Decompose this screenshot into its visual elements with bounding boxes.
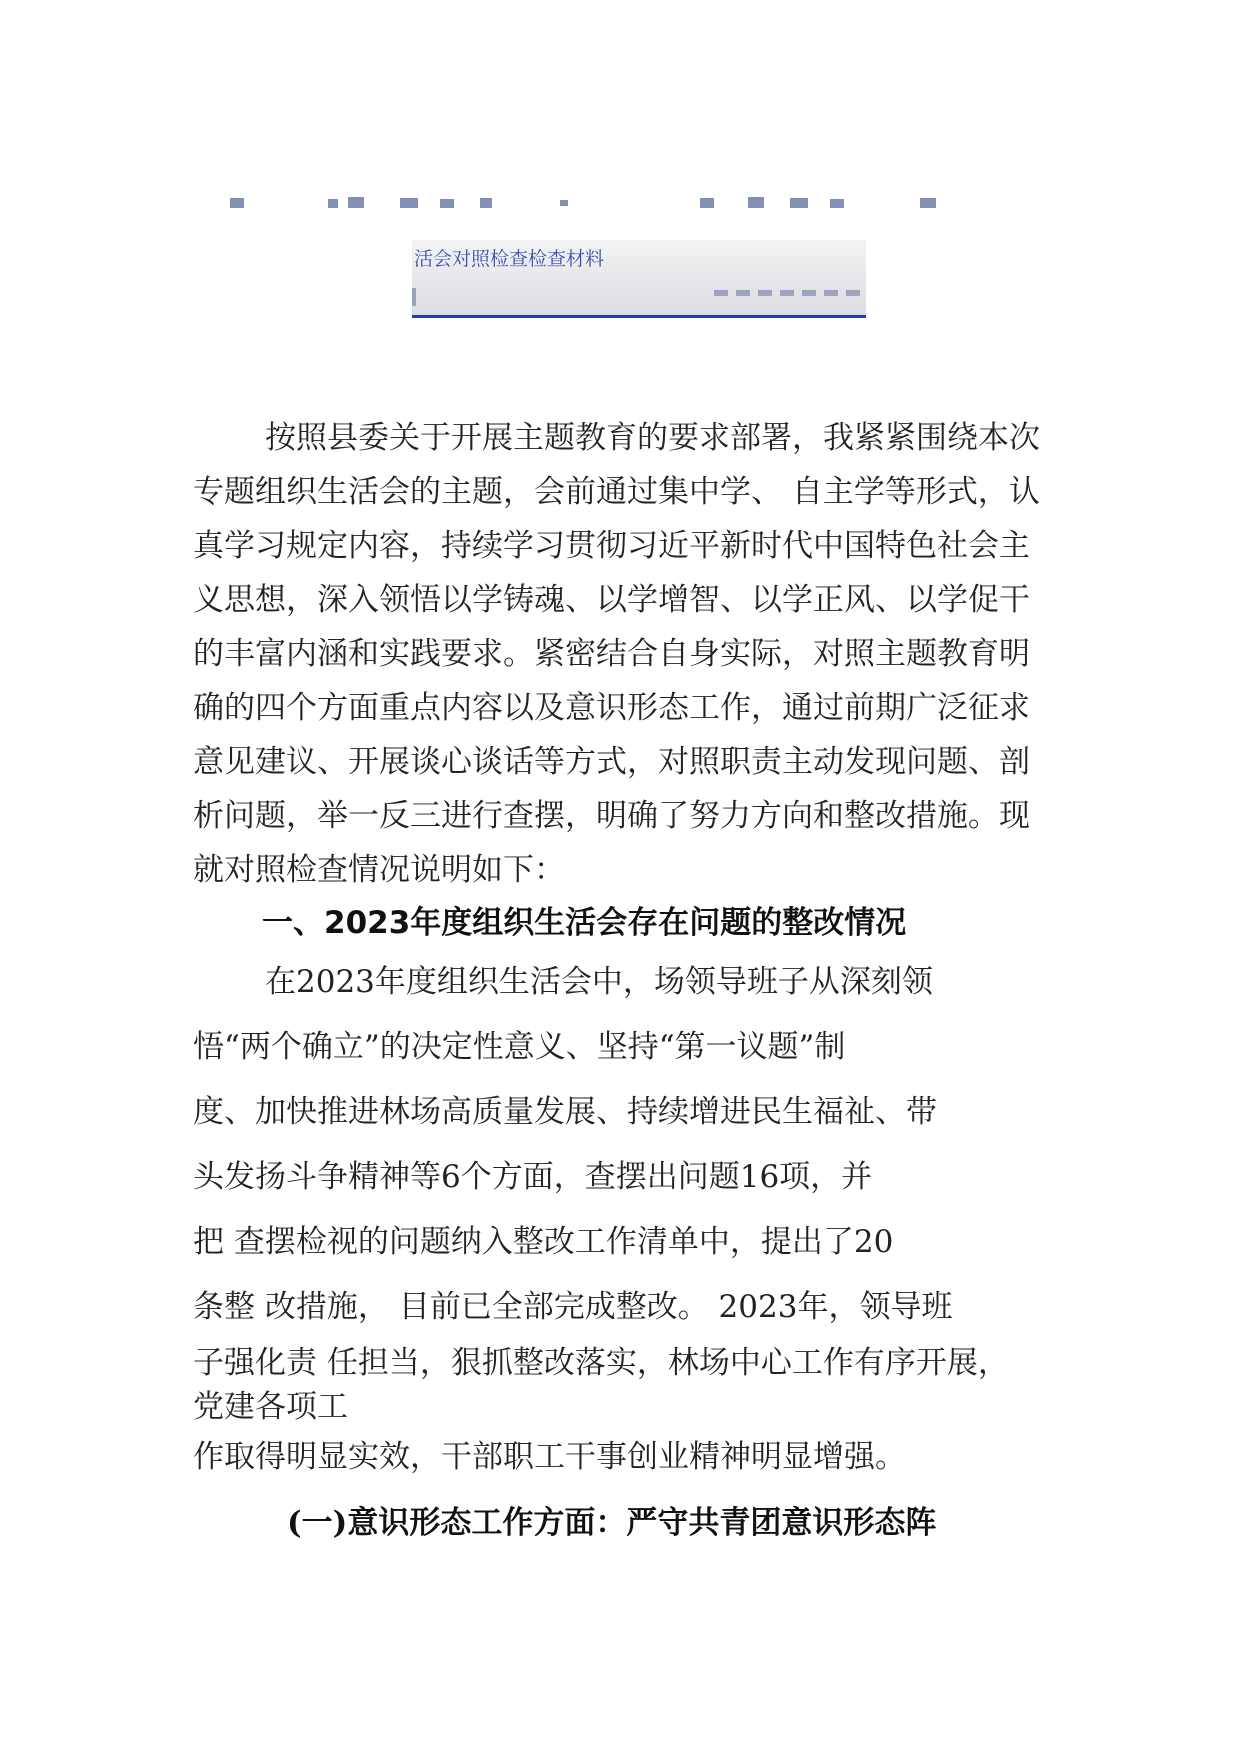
section1-line-9: 作取得明显实效，干部职工干事创业精神明显增强。 — [193, 1439, 906, 1475]
section1-line-3: 度、加快推进林场高质量发展、持续增进民生福祉、带 — [193, 1094, 937, 1130]
intro-line-2: 专题组织生活会的主题，会前通过集中学、 自主学等形式，认 — [193, 474, 1040, 510]
cut-off-title-line — [230, 196, 990, 210]
intro-line-5: 的丰富内涵和实践要求。紧密结合自身实际，对照主题教育明 — [193, 636, 1030, 672]
section1-line-2: 悟“两个确立”的决定性意义、坚持“第一议题”制 — [193, 1029, 846, 1065]
section1-line-5: 把 查摆检视的问题纳入整改工作清单中，提出了20 — [193, 1224, 894, 1260]
section1-line-4: 头发扬斗争精神等6个方面，查摆出问题16项，并 — [193, 1159, 873, 1195]
intro-line-8: 析问题，举一反三进行查摆，明确了努力方向和整改措施。现 — [193, 798, 1030, 834]
header-banner-image — [412, 240, 866, 318]
banner-mark — [412, 288, 416, 306]
banner-text: 活会对照检查检查材料 — [414, 248, 605, 270]
intro-line-6: 确的四个方面重点内容以及意识形态工作，通过前期广泛征求 — [193, 690, 1030, 726]
intro-line-4: 义思想，深入领悟以学铸魂、以学增智、以学正风、以学促干 — [193, 582, 1030, 618]
subsection-heading-1: (一)意识形态工作方面：严守共青团意识形态阵 — [287, 1505, 937, 1541]
section1-line-1: 在2023年度组织生活会中，场领导班子从深刻领 — [265, 964, 933, 1000]
section1-line-8: 党建各项工 — [193, 1389, 348, 1425]
section-heading-1: 一、2023年度组织生活会存在问题的整改情况 — [262, 905, 907, 941]
section1-line-6: 条整 改措施， 目前已全部完成整改。 2023年，领导班 — [193, 1289, 953, 1325]
section1-line-7: 子强化责 任担当，狠抓整改落实，林场中心工作有序开展， — [193, 1345, 1009, 1381]
intro-line-9: 就对照检查情况说明如下： — [193, 852, 565, 888]
banner-dashes — [714, 290, 864, 296]
intro-line-1: 按照县委关于开展主题教育的要求部署，我紧紧围绕本次 — [265, 420, 1040, 456]
intro-line-7: 意见建议、开展谈心谈话等方式，对照职责主动发现问题、剖 — [193, 744, 1030, 780]
intro-line-3: 真学习规定内容，持续学习贯彻习近平新时代中国特色社会主 — [193, 528, 1030, 564]
